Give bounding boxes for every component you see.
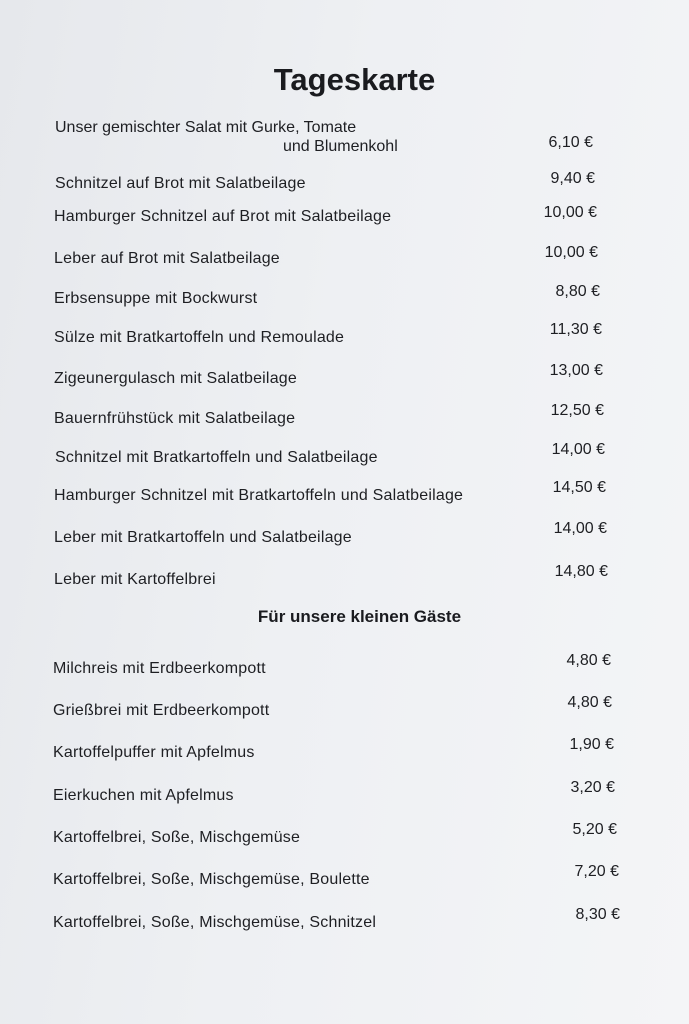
kids-menu-item-name: Kartoffelpuffer mit Apfelmus	[53, 744, 255, 761]
menu-item-price: 10,00 €	[543, 204, 597, 221]
kids-menu-item-price: 7,20 €	[574, 863, 619, 880]
menu-item-name: Hamburger Schnitzel auf Brot mit Salatbeilage	[54, 208, 392, 225]
menu-item-name: Hamburger Schnitzel mit Bratkartoffeln und Salatbeilage	[54, 487, 464, 504]
menu-item-price: 9,40 €	[550, 170, 595, 187]
menu-item-name: Schnitzel auf Brot mit Salatbeilage	[55, 175, 306, 192]
menu-item-price: 13,00 €	[549, 362, 603, 379]
kids-menu-item-name: Kartoffelbrei, Soße, Mischgemüse	[53, 829, 301, 846]
kids-menu-item-price: 5,20 €	[572, 821, 617, 838]
kids-menu-item-price: 3,20 €	[570, 779, 615, 796]
menu-item-name: Erbsensuppe mit Bockwurst	[54, 290, 258, 307]
menu-item-name-continued: und Blumenkohl	[283, 138, 398, 155]
menu-item-name: Sülze mit Bratkartoffeln und Remoulade	[54, 329, 345, 346]
kids-menu-item-name: Milchreis mit Erdbeerkompott	[53, 660, 266, 677]
kids-menu-item-name: Grießbrei mit Erdbeerkompott	[53, 702, 270, 719]
menu-item-price: 14,80 €	[554, 563, 608, 580]
menu-item-name: Unser gemischter Salat mit Gurke, Tomate	[55, 119, 357, 136]
kids-menu-item-name: Kartoffelbrei, Soße, Mischgemüse, Schnitzel	[53, 914, 377, 931]
kids-menu-item-price: 4,80 €	[566, 652, 611, 669]
kids-menu-item-price: 1,90 €	[569, 736, 614, 753]
kids-menu-item-price: 4,80 €	[567, 694, 612, 711]
kids-menu-item-price: 8,30 €	[575, 906, 620, 923]
menu-item-name: Schnitzel mit Bratkartoffeln und Salatbeilage	[55, 449, 378, 466]
kids-menu-item-name: Kartoffelbrei, Soße, Mischgemüse, Boulette	[53, 871, 370, 888]
kids-menu-item-name: Eierkuchen mit Apfelmus	[53, 787, 234, 804]
page-title: Tageskarte	[273, 62, 436, 97]
kids-section-heading: Für unsere kleinen Gäste	[257, 607, 462, 626]
menu-item-price: 14,00 €	[551, 441, 605, 458]
menu-item-price: 11,30 €	[549, 321, 602, 338]
menu-item-price: 10,00 €	[544, 244, 598, 261]
menu-item-price: 12,50 €	[550, 402, 604, 419]
menu-item-price: 8,80 €	[555, 283, 600, 300]
menu-item-name: Bauernfrühstück mit Salatbeilage	[54, 410, 296, 427]
menu-item-price: 6,10 €	[548, 134, 593, 151]
menu-item-name: Zigeunergulasch mit Salatbeilage	[54, 370, 297, 387]
menu-item-name: Leber mit Kartoffelbrei	[54, 571, 216, 588]
menu-item-name: Leber auf Brot mit Salatbeilage	[54, 250, 280, 267]
menu-item-price: 14,00 €	[553, 520, 607, 537]
menu-item-name: Leber mit Bratkartoffeln und Salatbeilage	[54, 529, 352, 546]
menu-item-price: 14,50 €	[552, 479, 606, 496]
